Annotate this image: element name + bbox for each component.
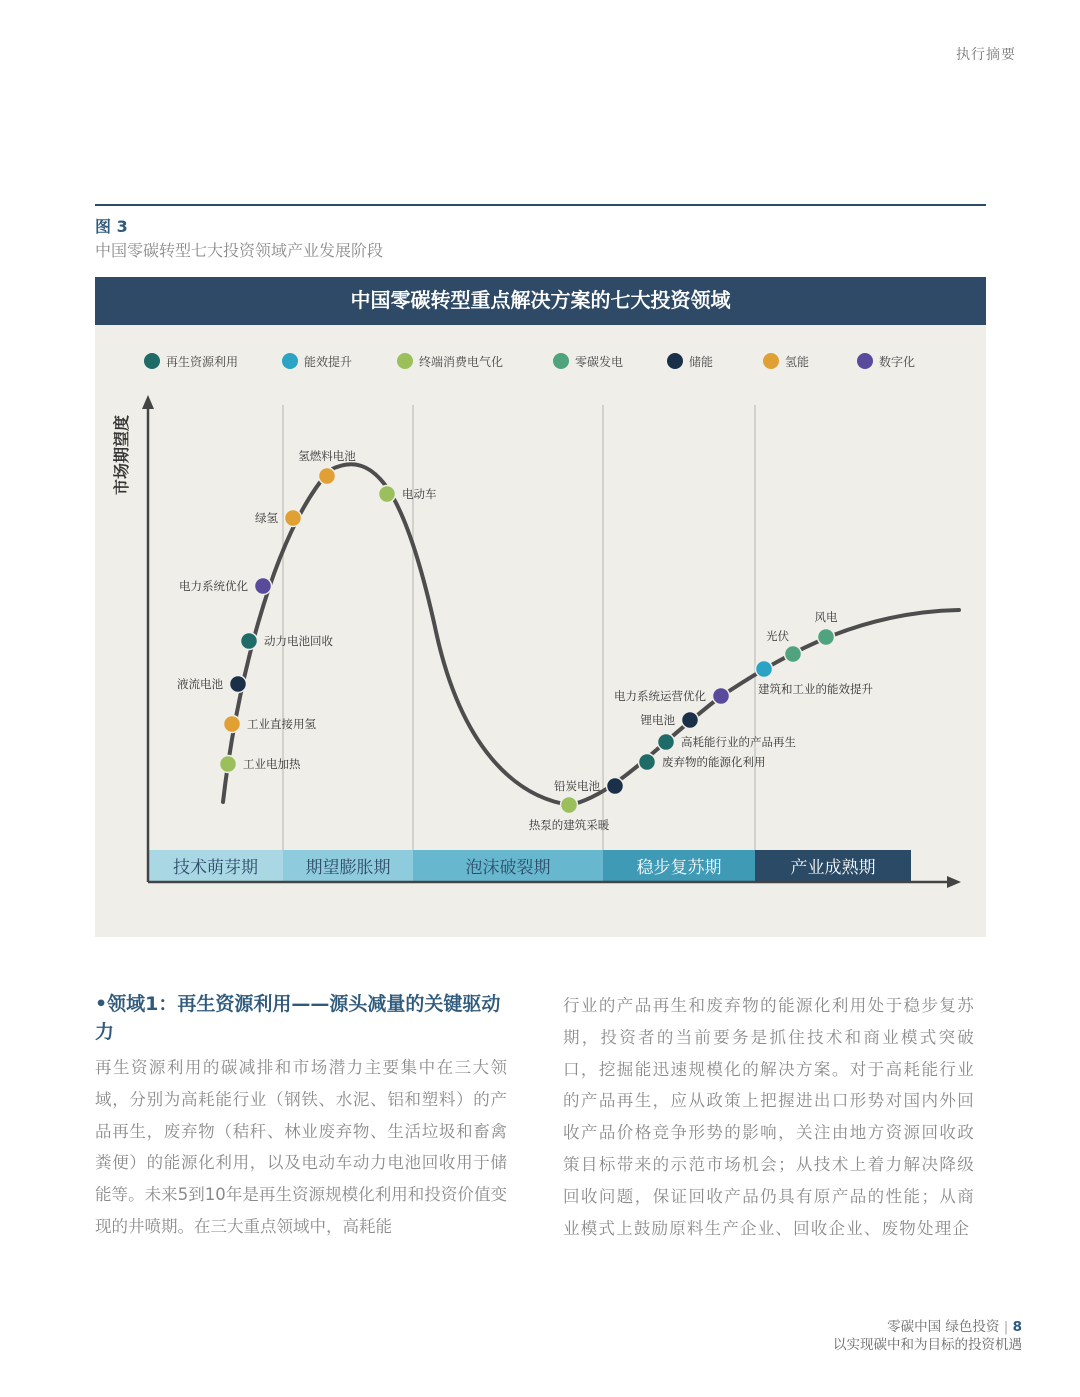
data-point (785, 646, 802, 663)
data-point (818, 629, 835, 646)
data-point (319, 468, 336, 485)
data-point (255, 578, 272, 595)
legend-swatch (282, 353, 298, 369)
data-point-label: 电动车 (402, 487, 437, 501)
page-footer: 零碳中国 绿色投资 | 8 以实现碳中和为目标的投资机遇 (833, 1319, 1022, 1353)
body-paragraph-right: 行业的产品再生和废弃物的能源化利用处于稳步复苏期，投资者的当前要务是抓住技术和商业模式突破口，挖掘能迅速规模化的解决方案。对于高耗能行业的产品再生，应从政策上把握进出口形势对国内外回收产品价格竞争形势的影响，关注由地方资源回收政策目标带来的示范市场机会；从技术上着力解决降级回收问题，保证回收产品仍具有原产品的性能；从商业模式上鼓励原料生产企业、回收企业、废物处理企 (563, 996, 975, 1238)
data-point-label: 电力系统运营优化 (614, 689, 706, 703)
page-number: 8 (1012, 1319, 1022, 1335)
data-point-label: 锂电池 (640, 713, 675, 727)
data-point-label: 氢燃料电池 (298, 449, 356, 463)
data-point (682, 712, 699, 729)
data-point-label: 工业电加热 (243, 757, 301, 771)
data-point-label: 高耗能行业的产品再生 (681, 735, 796, 749)
figure-number: 图 3 (95, 217, 128, 236)
legend-swatch (857, 353, 873, 369)
phase-label: 期望膨胀期 (305, 858, 391, 878)
x-axis-arrow (947, 876, 961, 888)
legend-label: 零碳发电 (575, 355, 624, 369)
data-point (639, 754, 656, 771)
legend-swatch (144, 353, 160, 369)
chart-title: 中国零碳转型重点解决方案的七大投资领域 (95, 277, 986, 325)
text-column-right (563, 990, 975, 1244)
legend-label: 数字化 (879, 355, 916, 369)
data-point (241, 633, 258, 650)
data-point (713, 688, 730, 705)
body-paragraph-left: 再生资源利用的碳减排和市场潜力主要集中在三大领域，分别为高耗能行业（钢铁、水泥、铝和塑料）的产品再生，废弃物（秸秆、林业废弃物、生活垃圾和畜禽粪便）的能源化利用，以及电动车动力电池回收用于储能等。未来5到10年是再生资源规模化利用和投资价值变现的井喷期。在三大重点领域中，高耗能 (95, 1058, 507, 1236)
data-point-label: 光伏 (766, 629, 789, 643)
legend-swatch (763, 353, 779, 369)
section-label: 执行摘要 (956, 47, 1016, 63)
legend-label: 终端消费电气化 (419, 355, 504, 369)
phase-label: 技术萌芽期 (173, 858, 258, 878)
data-point-label: 动力电池回收 (264, 634, 333, 648)
data-point-label: 液流电池 (177, 677, 223, 691)
data-point-label: 建筑和工业的能效提升 (758, 682, 873, 696)
data-point (561, 797, 578, 814)
data-point (607, 778, 624, 795)
data-point (658, 734, 675, 751)
section-title: •领域1：再生资源利用——源头减量的关键驱动力 (95, 993, 501, 1043)
legend-swatch (397, 353, 413, 369)
phase-label: 稳步复苏期 (636, 858, 722, 878)
figure-caption: 中国零碳转型七大投资领域产业发展阶段 (95, 241, 384, 260)
y-axis-label: 市场期望度 (112, 414, 131, 496)
phase-label: 泡沫破裂期 (465, 858, 551, 878)
top-divider (95, 204, 986, 206)
legend-label: 氢能 (785, 355, 810, 369)
data-point (756, 661, 773, 678)
data-point-label: 电力系统优化 (179, 579, 248, 593)
hype-cycle-chart (95, 277, 986, 937)
chart-panel (95, 277, 986, 937)
data-point (220, 756, 237, 773)
data-point-label: 绿氢 (255, 511, 278, 525)
legend-label: 再生资源利用 (166, 355, 239, 369)
legend-swatch (667, 353, 683, 369)
y-axis-arrow (142, 395, 154, 409)
text-column-left (95, 990, 507, 1243)
data-point-label: 风电 (814, 610, 838, 624)
legend-swatch (553, 353, 569, 369)
data-point (379, 486, 396, 503)
phase-label: 产业成熟期 (790, 858, 876, 878)
data-point-label: 废弃物的能源化利用 (662, 755, 766, 769)
data-point (224, 716, 241, 733)
legend-label: 储能 (689, 355, 714, 369)
data-point-label: 工业直接用氢 (247, 717, 316, 731)
hype-curve (223, 464, 959, 805)
data-point-label: 热泵的建筑采暖 (528, 818, 610, 832)
footer-subtitle: 以实现碳中和为目标的投资机遇 (833, 1337, 1022, 1353)
data-point (230, 676, 247, 693)
data-point-label: 铅炭电池 (554, 779, 600, 793)
footer-title: 零碳中国 绿色投资 (887, 1319, 1000, 1335)
legend-label: 能效提升 (304, 355, 353, 369)
data-point (285, 510, 302, 527)
